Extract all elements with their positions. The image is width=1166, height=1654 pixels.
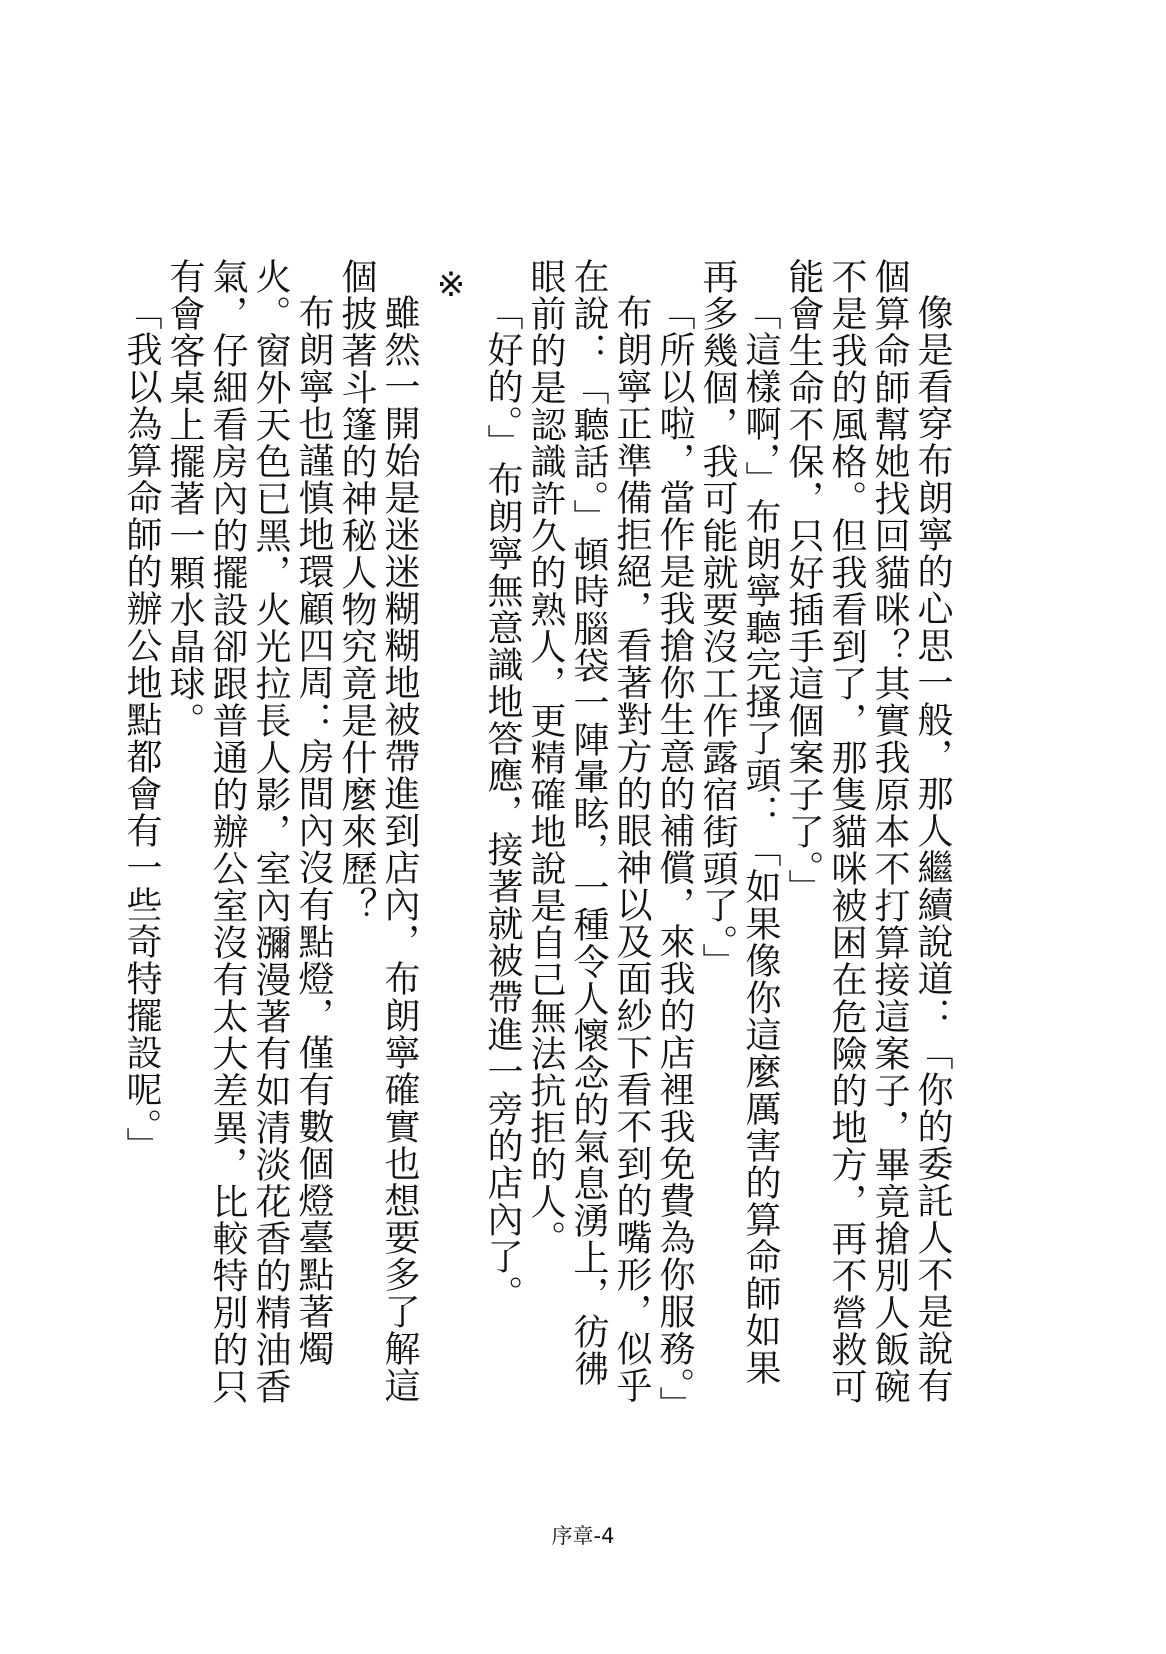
paragraph-3: 「所以啦，當作是我搶你生意的補償，來我的店裡我免費為你服務。」: [654, 294, 695, 1423]
vertical-text-body: [121, 258, 954, 1423]
paragraph-5: 「好的。」布朗寧無意識地答應，接著就被帶進一旁的店內了。: [482, 294, 523, 1312]
paragraph-8: 「我以為算命師的辦公地點都會有一些奇特擺設呢。」: [121, 294, 162, 1164]
section-separator: ※: [431, 264, 471, 306]
paragraph-7: 布朗寧也謹慎地環顧四周：房間內沒有點燈，僅有數個燈臺點著燭火。窗外天色已黑，火光拉長人影，室內瀰漫著有如清淡花香的精油香氣，仔細看房內的擺設卻跟普通的辦公室沒有太大差異，比較特別的只有會客桌上擺著一顆水晶球。: [164, 258, 334, 1405]
paragraph-4: 布朗寧正準備拒絕，看著對方的眼神以及面紗下看不到的嘴形，似乎在說：「聽話。」頓時腦袋一陣暈眩，一種令人懷念的氣息湧上，彷彿眼前的是認識許久的熟人，更精確地說是自己無法抗拒的人。: [525, 258, 652, 1404]
page-number: 序章-4: [551, 1524, 615, 1548]
paragraph-1: 像是看穿布朗寧的心思一般，那人繼續說道：「你的委託人不是說有個算命師幫她找回貓咪？其實我原本不打算接這案子，畢竟搶別人飯碗不是我的風格。但我看到了，那隻貓咪被困在危險的地方，再不營救可能會生命不保，只好插手這個案子了。」: [783, 258, 953, 1405]
paragraph-6: 雖然一開始是迷迷糊糊地被帶進到店內，布朗寧確實也想要多了解這個披著斗篷的神秘人物究竟是什麼來歷？: [336, 258, 420, 1404]
paragraph-2: 「這樣啊，」布朗寧聽完搔了頭：「如果像你這麼厲害的算命師如果再多幾個，我可能就要沒工作露宿街頭了。」: [697, 258, 781, 1386]
